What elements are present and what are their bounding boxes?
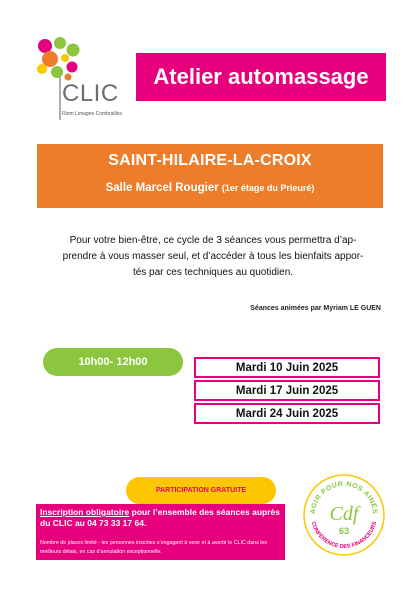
time-badge: 10h00- 12h00 xyxy=(43,348,183,376)
cdf-seal-icon xyxy=(303,474,385,556)
participation-badge: PARTICIPATION GRATUITE xyxy=(126,477,276,504)
seal-bottom-text: CONFÉRENCE DES FINANCEURS xyxy=(309,521,379,551)
location-city: SAINT-HILAIRE-LA-CROIX xyxy=(108,152,312,169)
credits: Séances animées par Myriam LE GUEN xyxy=(250,305,381,312)
description-line: Pour votre bien-être, ce cycle de 3 séances vous permettra d’ap- xyxy=(69,235,357,246)
venue-floor: (1er étage du Prieuré) xyxy=(221,183,315,193)
seal-number: 63 xyxy=(338,526,350,536)
registration-note: Nombre de places limité - les personnes inscrites s’engagent à venir et à avertir le CLIC dans les meilleurs délais, en cas d’annulation exceptionnelle. xyxy=(40,540,267,555)
location-banner xyxy=(37,144,383,208)
date-item: Mardi 17 Juin 2025 xyxy=(194,380,380,401)
date-item: Mardi 10 Juin 2025 xyxy=(194,357,380,378)
date-item: Mardi 24 Juin 2025 xyxy=(194,403,380,424)
description-line: prendre à vous masser seul, et d’accéder à tous les bienfaits appor- xyxy=(62,251,364,262)
registration-required: Inscription obligatoire xyxy=(40,507,130,517)
logo-name: CLIC xyxy=(62,80,119,107)
title-banner xyxy=(136,53,386,101)
logo-subtitle: Riom Limagne Combrailles xyxy=(62,111,123,117)
seal-top-text: AGIR POUR NOS AINÉS xyxy=(309,480,379,515)
location-venue-line xyxy=(37,182,383,194)
cdf-seal xyxy=(303,474,385,556)
description xyxy=(42,233,384,281)
page-title: Atelier automassage xyxy=(153,64,369,89)
clic-logo xyxy=(28,36,133,126)
seal-logo: Cdf xyxy=(329,503,359,525)
dates-list xyxy=(194,357,380,426)
registration-text xyxy=(40,507,280,529)
venue-name: Salle Marcel Rougier xyxy=(105,182,219,194)
registration-box xyxy=(36,504,285,560)
registration-end: . xyxy=(143,518,147,528)
registration-phone: 04 73 33 17 64 xyxy=(87,518,144,528)
registration-rest: pour l’ensemble des séances auprès du CLIC au xyxy=(40,507,280,528)
description-line: tés par ces techniques au quotidien. xyxy=(132,267,294,278)
